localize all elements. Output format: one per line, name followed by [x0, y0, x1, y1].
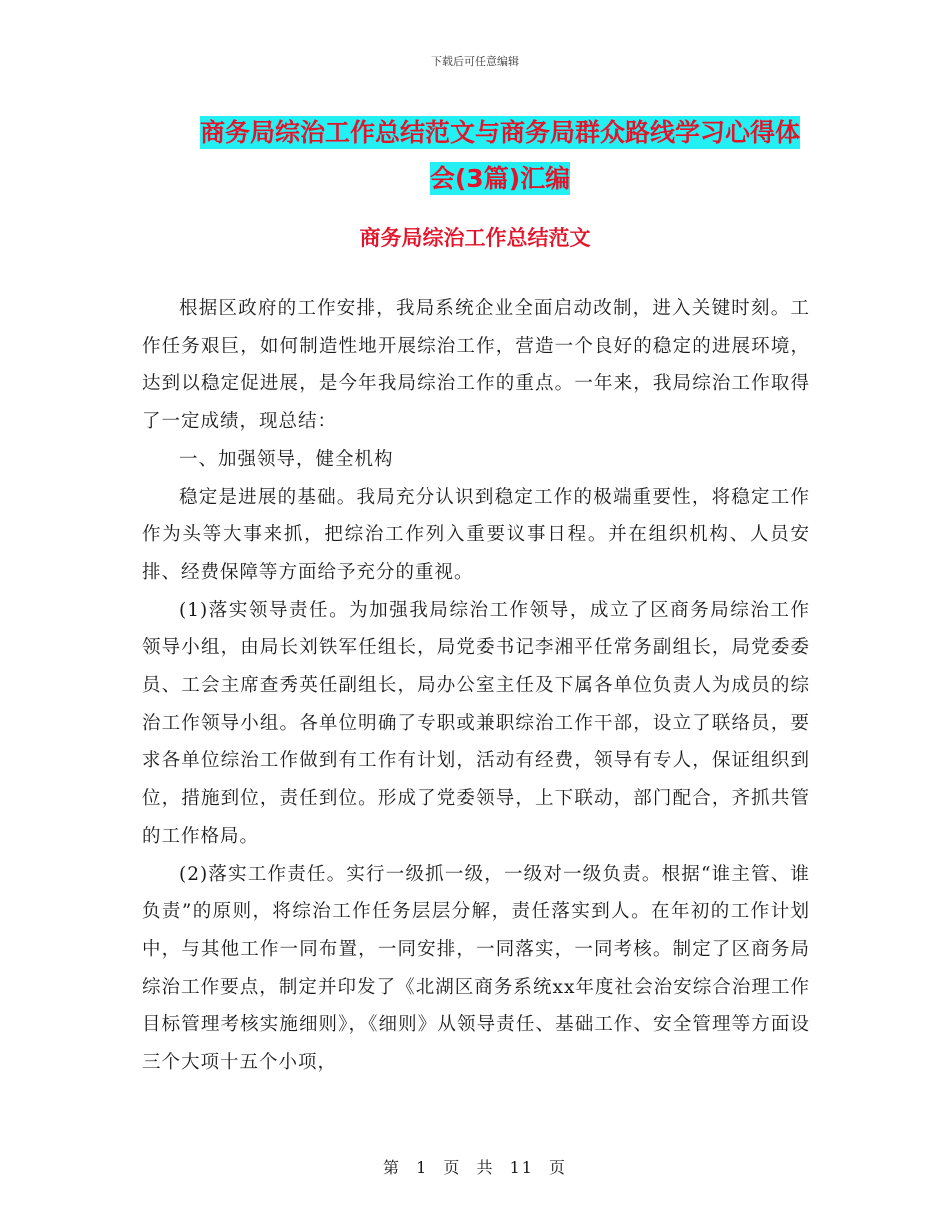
total-pages: 11 [509, 1158, 534, 1177]
paragraph: 稳定是进展的基础。我局充分认识到稳定工作的极端重要性，将稳定工作作为头等大事来抓，把综治工作列入重要议事日程。并在组织机构、人员安排、经费保障等方面给予充分的重视。 [142, 486, 810, 583]
section-title: 商务局综治工作总结范文 [359, 226, 591, 250]
document-title [190, 110, 810, 202]
total-unit: 页 [549, 1158, 568, 1177]
total-label: 共 [476, 1158, 495, 1177]
paragraph: (1)落实领导责任。为加强我局综治工作领导，成立了区商务局综治工作领导小组，由局长刘铁军任组长，局党委书记李湘平任常务副组长，局党委委员、工会主席查秀英任副组长，局办公室主任及下属各单位负责人为成员的综治工作领导小组。各单位明确了专职或兼职综治工作干部，设立了联络员，要求各单位综治工作做到有工作有计划，活动有经费，领导有专人，保证组织到位，措施到位，责任到位。形成了党委领导，上下联动，部门配合，齐抓共管的工作格局。 [142, 599, 810, 847]
page-footer [0, 1155, 950, 1178]
page-unit: 页 [443, 1158, 462, 1177]
body-text [142, 290, 810, 1082]
document-title-text: 商务局综治工作总结范文与商务局群众路线学习心得体会(3篇)汇编 [199, 118, 800, 193]
section-heading: 一、加强领导，健全机构 [179, 448, 394, 470]
page-label: 第 [382, 1158, 401, 1177]
header-note: 下载后可任意编辑 [431, 55, 519, 68]
paragraph: 根据区政府的工作安排，我局系统企业全面启动改制，进入关键时刻。工作任务艰巨，如何制造性地开展综治工作，营造一个良好的稳定的进展环境，达到以稳定促进展，是今年我局综治工作的重点。一年来，我局综治工作取得了一定成绩，现总结： [142, 298, 810, 433]
page-number: 1 [416, 1158, 429, 1177]
paragraph: (2)落实工作责任。实行一级抓一级，一级对一级负责。根据“谁主管、谁负责”的原则，将综治工作任务层层分解，责任落实到人。在年初的工作计划中，与其他工作一同布置，一同安排，一同落实，一同考核。制定了区商务局综治工作要点，制定并印发了《北湖区商务系统xx年度社会治安综合治理工作目标管理考核实施细则》，《细则》从领导责任、基础工作、安全管理等方面设三个大项十五个小项， [142, 863, 810, 1074]
